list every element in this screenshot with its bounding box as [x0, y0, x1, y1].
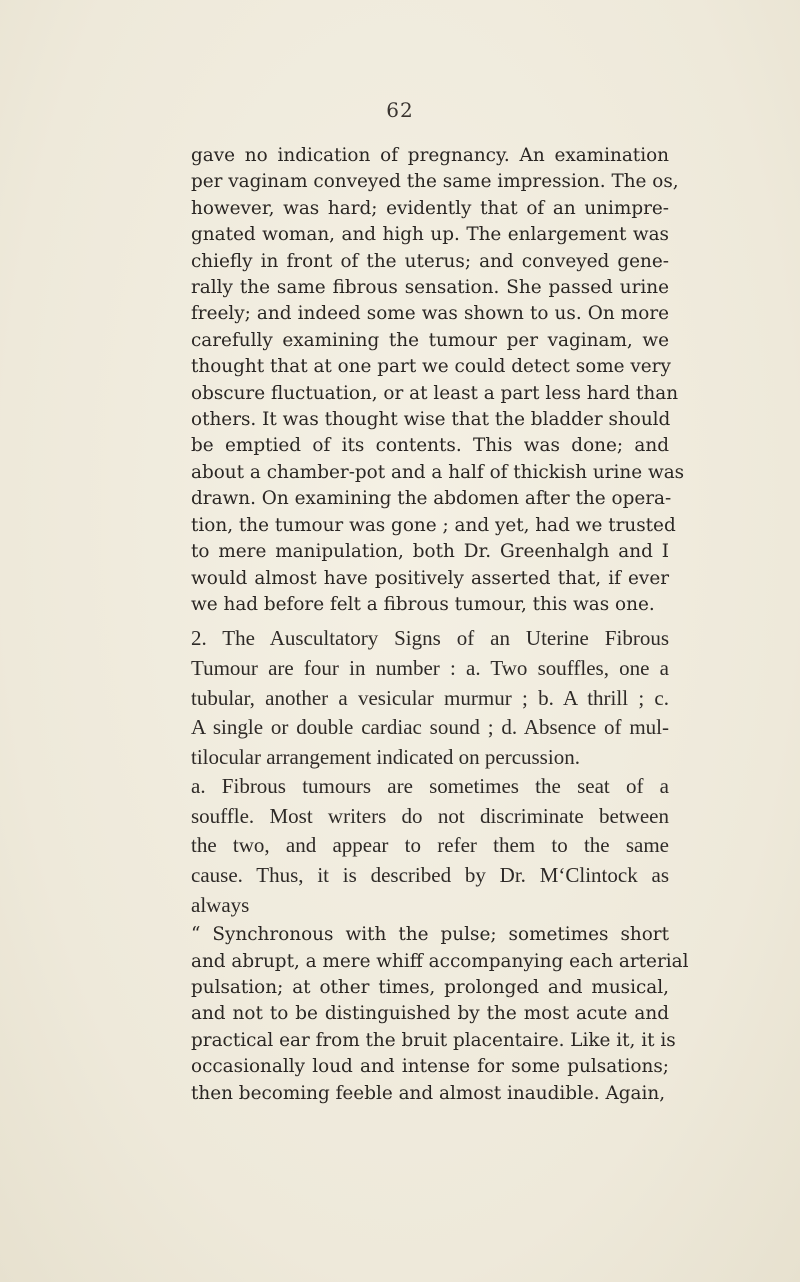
body-text: [191, 143, 689, 1107]
text-line: per vaginam conveyed the same impression. The os,: [191, 171, 679, 193]
paragraph-auscultatory-signs: [191, 624, 669, 772]
text-line: freely; and indeed some was shown to us. On more: [191, 303, 669, 325]
block-quotation: [191, 922, 689, 1107]
text-line: always: [191, 892, 250, 917]
text-line: we had before felt a fibrous tumour, this was one.: [191, 593, 655, 615]
text-line: would almost have positively asserted that, if ever: [191, 567, 669, 589]
text-line: souffle. Most writers do not discriminate between: [191, 803, 669, 828]
text-line: occasionally loud and intense for some pulsations;: [191, 1056, 669, 1078]
paragraph-souffle: [191, 772, 669, 920]
text-line: be emptied of its contents. This was done; and: [191, 435, 669, 457]
text-line: obscure fluctuation, or at least a part less hard than: [191, 382, 679, 404]
text-line: the two, and appear to refer them to the same: [191, 833, 669, 858]
text-line: A single or double cardiac sound ; d. Absence of mul-: [191, 715, 669, 740]
text-line: gnated woman, and high up. The enlargement was: [191, 224, 669, 246]
text-line: rally the same fibrous sensation. She passed urine: [191, 277, 669, 299]
text-line: carefully examining the tumour per vaginam, we: [191, 329, 669, 351]
text-line: tubular, another a vesicular murmur ; b. A thrill ; c.: [191, 685, 669, 710]
text-line: and not to be distinguished by the most acute and: [191, 1003, 669, 1025]
text-line: then becoming feeble and almost inaudible. Again,: [191, 1082, 666, 1104]
page-number: 62: [386, 98, 414, 122]
text-line: tion, the tumour was gone ; and yet, had we trusted: [191, 514, 676, 536]
text-line: and abrupt, a mere whiff accompanying each arterial: [191, 950, 689, 972]
text-line: others. It was thought wise that the bladder should: [191, 409, 671, 431]
text-line: 2. The Auscultatory Signs of an Uterine Fibrous: [191, 626, 669, 651]
text-line: thought that at one part we could detect some very: [191, 356, 671, 378]
paragraph-examination: [191, 143, 685, 618]
text-line: Tumour are four in number : a. Two souffles, one a: [191, 655, 669, 680]
text-line: cause. Thus, it is described by Dr. M‘Clintock as: [191, 863, 669, 888]
text-line: about a chamber-pot and a half of thickish urine was: [191, 461, 685, 483]
text-line: however, was hard; evidently that of an unimpre-: [191, 197, 669, 219]
text-line: practical ear from the bruit placentaire. Like it, it is: [191, 1029, 676, 1051]
text-line: a. Fibrous tumours are sometimes the seat of a: [191, 774, 669, 799]
text-line: drawn. On examining the abdomen after the opera-: [191, 488, 672, 510]
text-line: to mere manipulation, both Dr. Greenhalgh and I: [191, 541, 669, 563]
text-line: “ Synchronous with the pulse; sometimes short: [191, 924, 669, 946]
text-line: tilocular arrangement indicated on percussion.: [191, 744, 580, 769]
text-line: pulsation; at other times, prolonged and musical,: [191, 977, 669, 999]
text-line: chiefly in front of the uterus; and conveyed gene-: [191, 250, 669, 272]
text-line: gave no indication of pregnancy. An examination: [191, 145, 669, 166]
